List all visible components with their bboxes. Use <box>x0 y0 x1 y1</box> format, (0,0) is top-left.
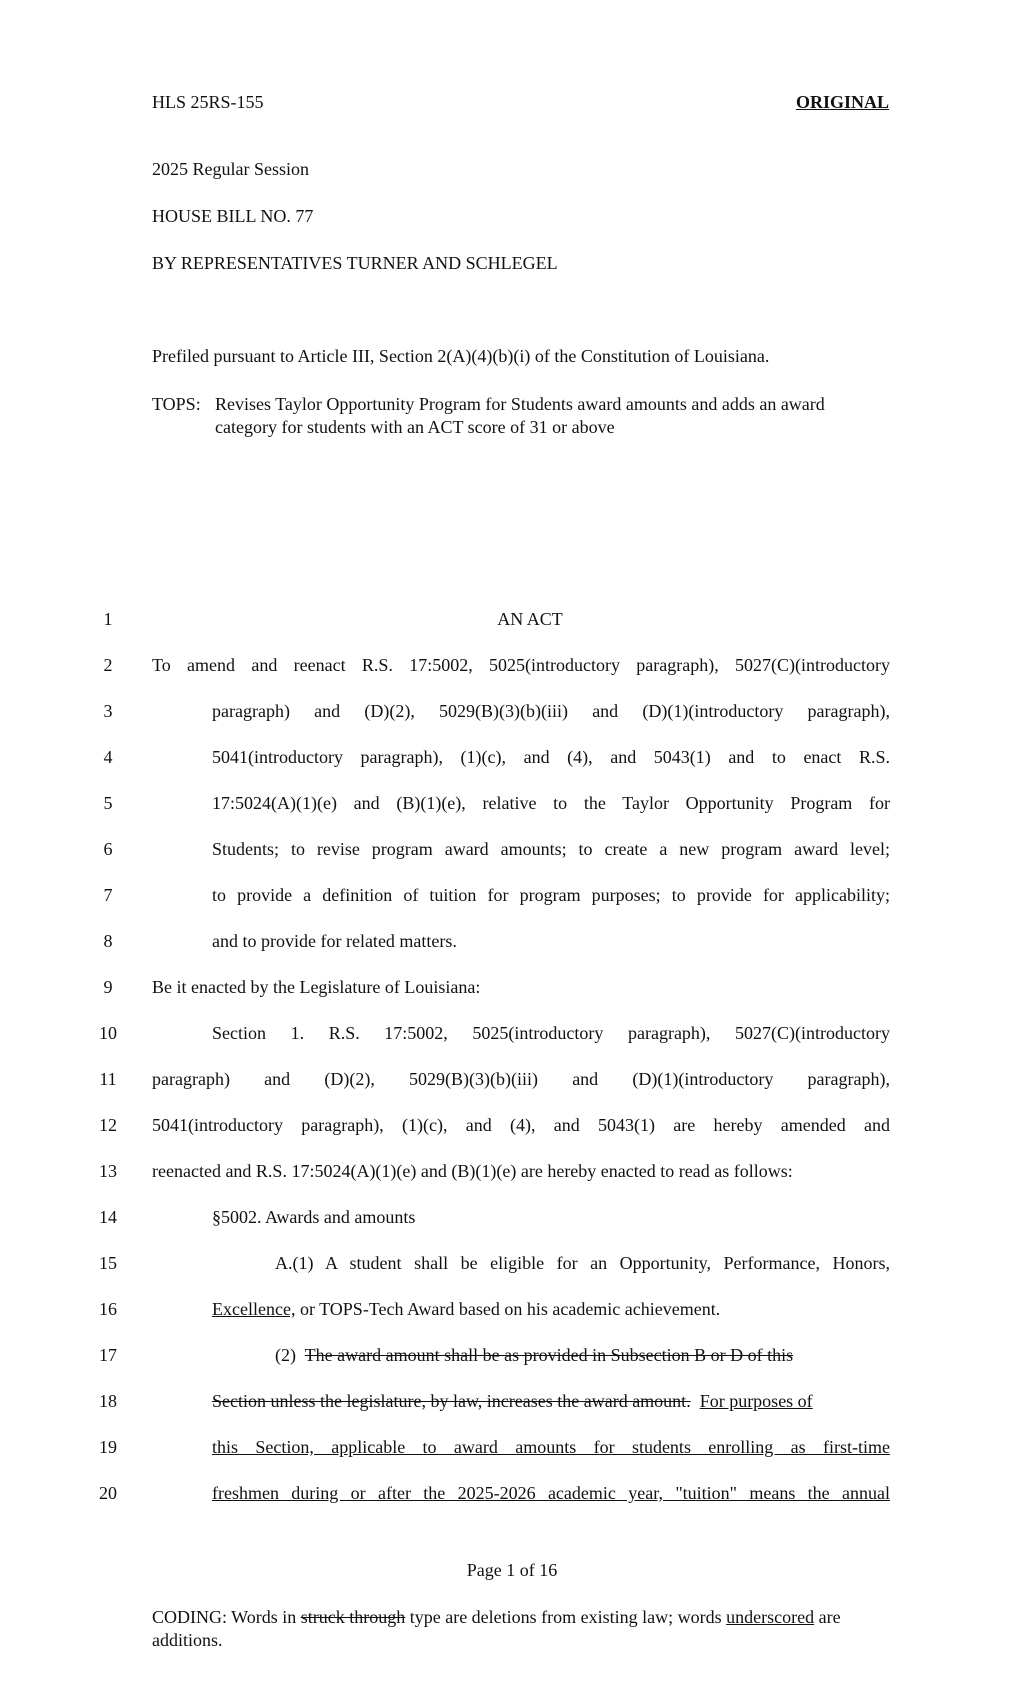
line-text <box>212 1299 720 1320</box>
act-title: AN ACT <box>497 609 563 629</box>
line-number: 8 <box>103 931 113 951</box>
line-text <box>275 1345 793 1366</box>
line-text: 5041(introductory paragraph), (1)(c), and (4), and 5043(1) and to enact R.S. <box>212 747 890 767</box>
section-heading: §5002. Awards and amounts <box>212 1207 416 1227</box>
line-number: 11 <box>99 1069 117 1089</box>
bill-line <box>0 1195 1024 1241</box>
line-number: 12 <box>99 1115 117 1135</box>
bill-line <box>0 781 1024 827</box>
coding-note <box>152 1606 890 1652</box>
line-number: 4 <box>103 747 113 767</box>
coding-text: are additions. <box>152 1607 841 1650</box>
bill-line <box>0 735 1024 781</box>
bill-line <box>0 873 1024 919</box>
added-text: this Section, applicable to award amounts for students enrolling as first-time <box>212 1437 890 1457</box>
session-title: 2025 Regular Session <box>152 159 309 179</box>
line-text: 5041(introductory paragraph), (1)(c), and (4), and 5043(1) are hereby amended and <box>152 1115 890 1135</box>
version-label: ORIGINAL <box>795 92 889 112</box>
line-number: 16 <box>99 1299 117 1319</box>
line-text: 17:5024(A)(1)(e) and (B)(1)(e), relative to the Taylor Opportunity Program for <box>212 793 890 813</box>
prefiled-note: Prefiled pursuant to Article III, Section 2(A)(4)(b)(i) of the Constitution of Louisiana. <box>152 346 770 366</box>
line-number: 15 <box>99 1253 117 1273</box>
line-text: A.(1) A student shall be eligible for an Opportunity, Performance, Honors, <box>275 1253 890 1273</box>
enacting-clause: Be it enacted by the Legislature of Louisiana: <box>152 977 481 997</box>
digest-line-2: category for students with an ACT score of 31 or above <box>215 417 615 437</box>
coding-text: CODING: Words in <box>152 1607 301 1627</box>
bill-line <box>0 1425 1024 1471</box>
bill-line <box>0 1149 1024 1195</box>
line-text: To amend and reenact R.S. 17:5002, 5025(introductory paragraph), 5027(C)(introductory <box>152 655 890 675</box>
coding-text: type are deletions from existing law; words <box>405 1607 727 1627</box>
added-text: For purposes of <box>699 1391 813 1411</box>
digest-line-1: Revises Taylor Opportunity Program for Students award amounts and adds an award <box>215 394 825 414</box>
line-text <box>212 1391 813 1412</box>
bill-line <box>0 1103 1024 1149</box>
line-number: 1 <box>103 609 113 629</box>
digest <box>152 393 890 439</box>
line-text: reenacted and R.S. 17:5024(A)(1)(e) and (B)(1)(e) are hereby enacted to read as follows: <box>152 1161 793 1181</box>
line-text-rest: or TOPS-Tech Award based on his academic achievement. <box>295 1299 721 1319</box>
digest-label: TOPS: <box>152 394 201 414</box>
line-text: and to provide for related matters. <box>212 931 457 951</box>
bill-number: HOUSE BILL NO. 77 <box>152 206 314 226</box>
bill-line <box>0 1011 1024 1057</box>
line-number: 13 <box>99 1161 117 1181</box>
bill-line <box>0 1471 1024 1517</box>
added-text: Excellence, <box>212 1299 296 1319</box>
line-text: to provide a definition of tuition for program purposes; to provide for applicability; <box>212 885 890 905</box>
line-number: 6 <box>103 839 113 859</box>
line-text: paragraph) and (D)(2), 5029(B)(3)(b)(iii) and (D)(1)(introductory paragraph), <box>152 1069 890 1089</box>
line-number: 17 <box>99 1345 117 1365</box>
deleted-text: Section unless the legislature, by law, increases the award amount. <box>212 1391 691 1411</box>
line-number: 5 <box>103 793 113 813</box>
bill-line <box>0 643 1024 689</box>
line-number: 3 <box>103 701 113 721</box>
line-number: 19 <box>99 1437 117 1457</box>
line-text: paragraph) and (D)(2), 5029(B)(3)(b)(iii) and (D)(1)(introductory paragraph), <box>212 701 890 721</box>
line-number: 20 <box>99 1483 117 1503</box>
bill-line <box>0 1333 1024 1379</box>
bill-line <box>0 689 1024 735</box>
added-text: freshmen during or after the 2025-2026 academic year, "tuition" means the annual <box>212 1483 890 1503</box>
line-number: 9 <box>103 977 113 997</box>
bill-line <box>0 1241 1024 1287</box>
line-number: 2 <box>103 655 113 675</box>
deleted-text: The award amount shall be as provided in Subsection B or D of this <box>304 1345 794 1365</box>
underscored-example: underscored <box>726 1607 815 1627</box>
line-number: 10 <box>99 1023 117 1043</box>
bill-code: HLS 25RS-155 <box>152 92 264 112</box>
spacer <box>691 1391 700 1411</box>
line-number: 7 <box>103 885 113 905</box>
line-number: 14 <box>99 1207 117 1227</box>
bill-authors: BY REPRESENTATIVES TURNER AND SCHLEGEL <box>152 253 558 273</box>
bill-line <box>0 597 1024 643</box>
paragraph-marker: (2) <box>275 1345 305 1365</box>
line-text: Section 1. R.S. 17:5002, 5025(introductory paragraph), 5027(C)(introductory <box>212 1023 890 1043</box>
bill-line <box>0 1287 1024 1333</box>
bill-line <box>0 919 1024 965</box>
line-text: Students; to revise program award amounts; to create a new program award level; <box>212 839 890 859</box>
page-number: Page 1 of 16 <box>466 1560 558 1580</box>
bill-line <box>0 965 1024 1011</box>
bill-line <box>0 827 1024 873</box>
line-number: 18 <box>99 1391 117 1411</box>
struck-example: struck through <box>300 1607 406 1627</box>
bill-line <box>0 1057 1024 1103</box>
bill-line <box>0 1379 1024 1425</box>
